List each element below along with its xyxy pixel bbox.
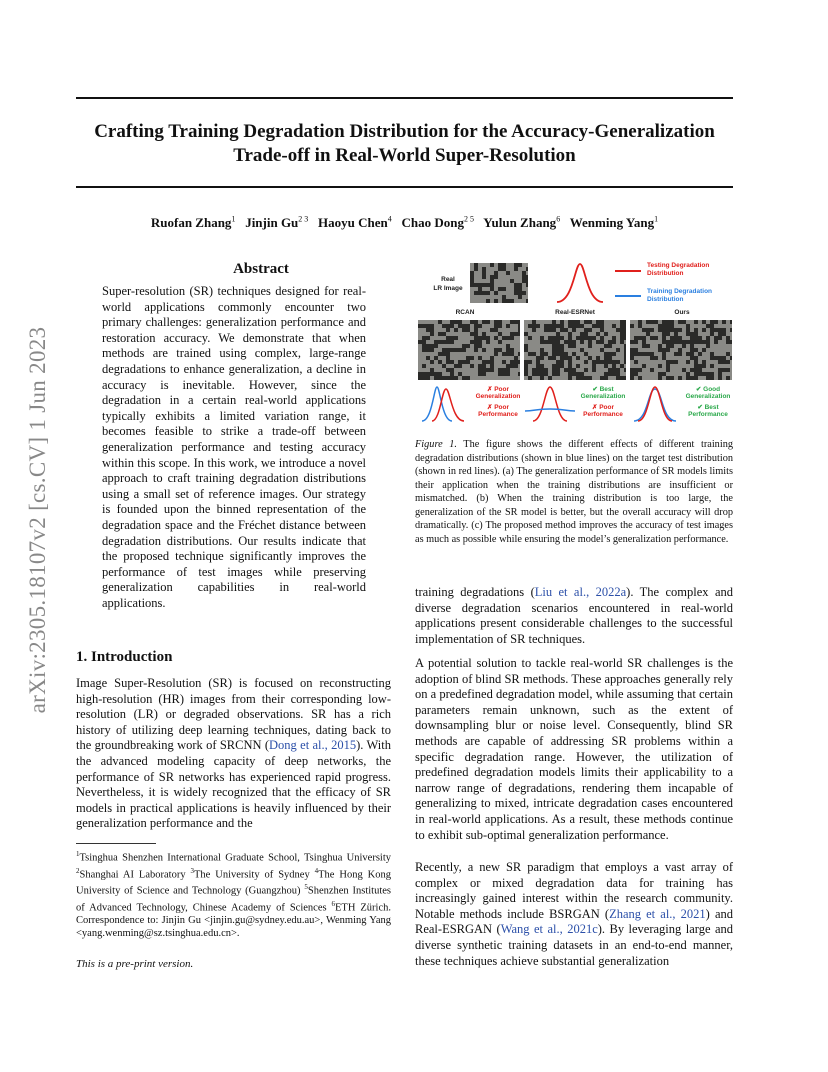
realesrnet-distribution-plot (525, 383, 575, 425)
abstract-heading: Abstract (233, 261, 289, 277)
realesrnet-generalization-label: ✔ Best Generalization (580, 386, 626, 400)
legend-red-line (615, 268, 645, 274)
author: Yulun Zhang$^6$ (483, 215, 561, 231)
author: Wenming Yang$^1$ (569, 215, 659, 231)
author: Haoyu Chen$^4$ (318, 215, 392, 231)
title-line-2: Trade-off in Real-World Super-Resolution (233, 145, 576, 166)
rcan-generalization-label: ✗ Poor Generalization (475, 386, 521, 400)
legend-blue-line (615, 293, 645, 299)
right-paragraph-3: Recently, a new SR paradigm that employs a vast array of complex or mixed degradation data for training has increasingly gained interest within the research community. Notable methods include BSRGAN (Zhang et al., 2021) and Real-ESRGAN (Wang et al., 2021c). By leveraging large and diverse synthetic training datasets in an end-to-end manner, these techniques achieve substantial generalization (415, 860, 734, 968)
footnote-rule (76, 843, 156, 844)
citation-link[interactable]: Liu et al., 2022a (534, 585, 627, 599)
realesrnet-performance-label: ✗ Poor Performance (583, 404, 623, 418)
ours-generalization-label: ✔ Good Generalization (685, 386, 731, 400)
sr-result-realesrnet (524, 320, 626, 380)
paper-title (76, 120, 733, 168)
title-bottom-rule (76, 186, 733, 188)
author: Jinjin $Gu^{2 3}$ (245, 215, 309, 231)
rcan-distribution-plot (420, 383, 470, 425)
author: Ruofan Zhang$^1$ (150, 215, 236, 231)
abstract-text: Super-resolution (SR) techniques designed for real-world applications commonly encounter two primary challenges: generalization performance and restoration accuracy. We demonstrate that when methods are trained using complex, large-range degradations to enhance generalization, a decline in accuracy is inevitable. However, since the degradation in a certain real-world applications typically exhibits a limited variation range, it becomes feasible to strike a trade-off between generalization performance and testing accuracy within this scope. In this work, we introduce a novel approach to craft training degradation distributions using a small set of reference images. Our strategy is founded upon the binned representation of the degradation space and the Fréchet distance between degradation distributions. Our results indicate that the proposed technique significantly improves the performance of test images while preserving generalization capabilities in real-world applications. (102, 284, 366, 610)
method-label-realesrnet: Real-ESRNet (555, 309, 595, 316)
citation-link[interactable]: Zhang et al., 2021 (609, 906, 706, 921)
cross-icon: ✗ (591, 404, 598, 411)
preprint-note: This is a pre-print version. (76, 958, 194, 970)
figure-caption: Figure 1. The figure shows the different effects of different training degradation distributions (shown in blue lines) on the target test distribution (shown in red lines). (a) The generalization performance of SR models limits their application when the training distributions are insufficient or mismatched. (b) When the training distribution is too large, the generalization of the SR model is better, but the overall accuracy will drop dramatically. (c) The proposed method improves the accuracy of test images as much as possible while ensuring the model’s generalization performance. (415, 439, 733, 545)
rcan-performance-label: ✗ Poor Performance (478, 404, 518, 418)
figure-1 (415, 258, 733, 428)
arxiv-stamp (18, 300, 58, 740)
check-icon: ✔ (695, 386, 702, 393)
top-rule (76, 97, 733, 99)
author: Chao Dong$^{2 5}$ (401, 215, 475, 231)
legend-train: Training Degradation Distribution (647, 288, 713, 303)
method-label-ours: Ours (674, 309, 690, 316)
cross-icon: ✗ (486, 386, 493, 393)
sr-result-ours (630, 320, 732, 380)
right-paragraph-1: training degradations (Liu et al., 2022a). The complex and diverse degradation scenarios encountered in real-world applications present considerable challenges to the successful implementation of SR techniques. (415, 585, 733, 646)
check-icon: ✔ (697, 404, 703, 411)
ours-distribution-plot (630, 383, 680, 425)
sr-result-rcan (418, 320, 520, 380)
citation-link[interactable]: Wang et al., 2021c (500, 922, 598, 937)
author-list (76, 215, 733, 231)
test-distribution-curve-icon (555, 260, 605, 306)
title-line-1: Crafting Training Degradation Distribution for the Accuracy-Generalization (94, 121, 715, 142)
citation-link[interactable]: Dong et al., 2015 (269, 738, 357, 753)
section-heading: 1. Introduction (76, 649, 173, 665)
right-paragraph-2: A potential solution to tackle real-world SR challenges is the adoption of blind SR methods. These approaches generally rely on a predefined degradation model, while assuming that certain parameters remain unknown, such as the extent of downsampling blur or noise level. Consequently, blind SR methods are capable of addressing SR problems within a specific degradation range. However, the utilization of predefined degradation models limits their applicability to a narrow range of degradations, rendering them incapable of generalizing to mixed, intricate degradation cases encountered in real-world applications. As a result, these methods continue to exhibit sub-optimal generalization performance. (415, 656, 733, 842)
method-label-rcan: RCAN (455, 309, 475, 316)
lr-image (470, 263, 528, 303)
cross-icon: ✗ (486, 404, 493, 411)
arxiv-id: arXiv:2305.18107v2 [cs.CV] 1 Jun 2023 (25, 326, 50, 714)
ours-performance-label: ✔ Best Performance (688, 404, 728, 418)
check-icon: ✔ (592, 386, 598, 393)
legend-test: Testing Degradation Distribution (647, 262, 710, 277)
real-lr-label: Real LR Image (433, 276, 463, 292)
intro-paragraph: Image Super-Resolution (SR) is focused on reconstructing high-resolution (HR) images from their corresponding low-resolution (LR) or degraded observations. SR has a rich history of utilizing deep learning techniques, dating back to the groundbreaking work of SRCNN (Dong et al., 2015). With the advanced modeling capacity of deep networks, the performance of SR networks has experienced rapid progress. Nevertheless, it is widely recognized that the efficacy of SR models in practical applications is heavily influenced by their generalization performance and the (76, 676, 391, 831)
footnote: $^1$Tsinghua Shenzhen International Graduate School, Tsinghua University $^2$Shanghai AI Laboratory $^3$The University of Sydney $^4$The Hong Kong University of Science and Technology (Guangzhou) $^5$Shenzhen Institutes of Advanced Technology, Chinese Academy of Sciences $^6$ETH Zürich. Correspondence to: Jinjin Gu <jinjin.gu@sydney.edu.au>, Wenming Yang <yang.wenming@sz.tsinghua.edu.cn>. (76, 850, 391, 939)
